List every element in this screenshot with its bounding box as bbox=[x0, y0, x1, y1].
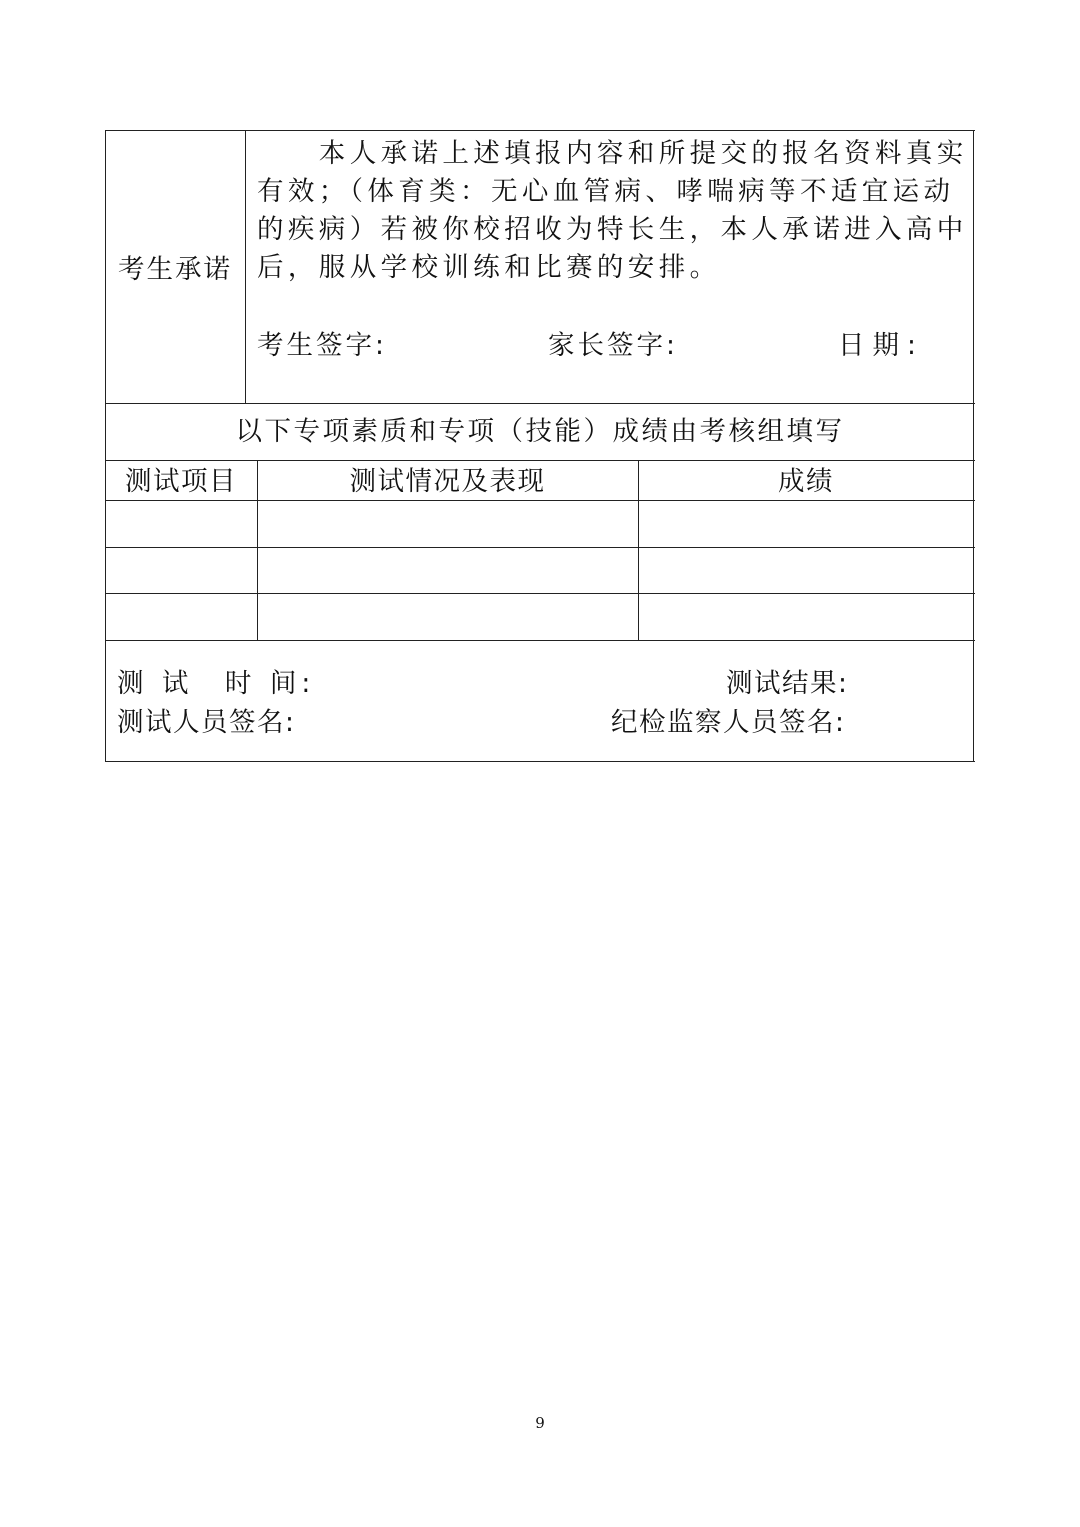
table-cell[interactable] bbox=[106, 594, 256, 639]
student-signature-label: 考生签字: bbox=[257, 330, 387, 361]
supervisor-signature-label: 纪检监察人员签名: bbox=[611, 707, 846, 738]
assessment-notice: 以下专项素质和专项（技能）成绩由考核组填写 bbox=[235, 416, 845, 447]
table-cell[interactable] bbox=[640, 548, 972, 592]
table-bottom-border bbox=[105, 761, 975, 762]
table-cell[interactable] bbox=[259, 548, 637, 592]
test-result-label: 测试结果: bbox=[726, 668, 849, 699]
row-divider bbox=[105, 403, 975, 404]
table-top-border bbox=[105, 130, 975, 131]
table-cell[interactable] bbox=[259, 594, 637, 639]
page-number: 9 bbox=[535, 1414, 545, 1432]
column-header-test-item: 测试项目 bbox=[125, 466, 237, 497]
column-header-performance: 测试情况及表现 bbox=[349, 466, 546, 497]
pledge-text: 本人承诺上述填报内容和所提交的报名资料真实有效；（体育类：无心血管病、哮喘病等不适宜运动的疾病）若被你校招收为特长生，本人承诺进入高中后，服从学校训练和比赛的安排。 bbox=[257, 138, 968, 283]
table-cell[interactable] bbox=[640, 501, 972, 546]
row-divider bbox=[105, 460, 975, 461]
tester-signature-label: 测试人员签名: bbox=[117, 707, 296, 738]
pledge-divider bbox=[245, 130, 246, 404]
parent-signature-label: 家长签字: bbox=[548, 330, 678, 361]
pledge-label: 考生承诺 bbox=[118, 254, 232, 285]
table-cell[interactable] bbox=[640, 594, 972, 639]
test-time-label: 测 试 时 间: bbox=[117, 668, 316, 699]
row-divider bbox=[105, 640, 975, 641]
table-cell[interactable] bbox=[106, 548, 256, 592]
table-cell[interactable] bbox=[106, 501, 256, 546]
table-cell[interactable] bbox=[259, 501, 637, 546]
date-label: 日期: bbox=[838, 330, 924, 361]
column-header-score: 成绩 bbox=[778, 466, 834, 497]
